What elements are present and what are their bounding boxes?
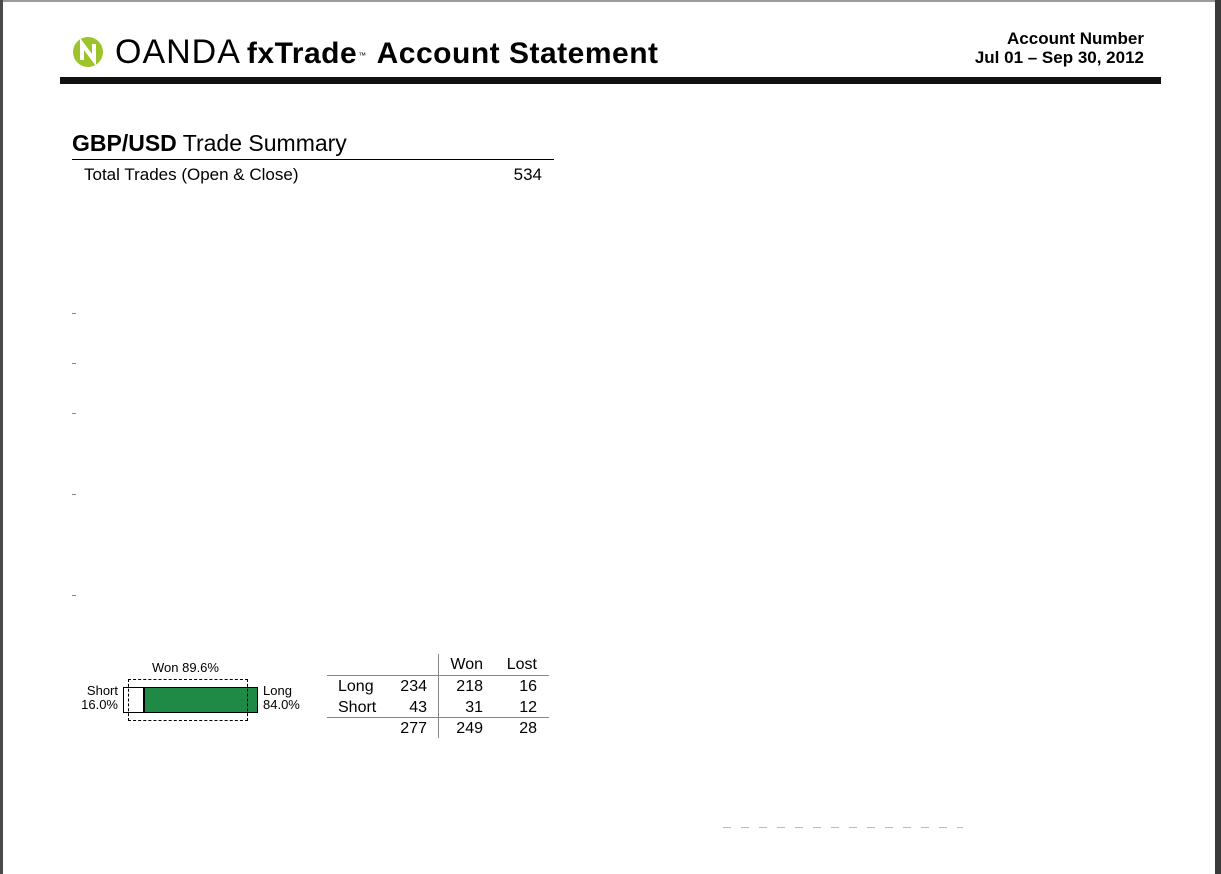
long-label xyxy=(263,684,300,712)
table-header-rule xyxy=(327,675,549,676)
axis-tick xyxy=(72,494,76,495)
table-row-lost: 16 xyxy=(519,678,537,695)
table-row-label: Long xyxy=(338,678,374,695)
won-percentage-label: Won 89.6% xyxy=(152,660,219,675)
window-top-border xyxy=(0,0,1221,2)
statement-period: Jul 01 – Sep 30, 2012 xyxy=(974,48,1144,67)
document-title: Account Statement xyxy=(376,37,659,70)
account-info xyxy=(975,29,1144,67)
table-row-total: 43 xyxy=(409,699,427,716)
won-share-outline xyxy=(128,679,248,721)
short-label xyxy=(80,684,118,712)
long-percentage: 84.0% xyxy=(263,697,300,712)
currency-pair: GBP/USD xyxy=(72,130,177,156)
oanda-n-icon xyxy=(72,36,104,68)
total-trades-label: Total Trades (Open & Close) xyxy=(84,165,299,184)
axis-tick xyxy=(72,595,76,596)
section-rule xyxy=(72,159,554,160)
table-row-won: 31 xyxy=(465,699,483,716)
section-title xyxy=(72,129,347,157)
short-percentage: 16.0% xyxy=(81,697,118,712)
table-header-won: Won xyxy=(450,656,483,673)
table-row-won: 218 xyxy=(456,678,483,695)
dashed-separator xyxy=(723,827,963,828)
axis-tick xyxy=(72,413,76,414)
table-total-won: 249 xyxy=(456,720,483,737)
total-trades-value: 534 xyxy=(513,165,542,184)
window-right-border xyxy=(1215,0,1221,874)
table-total-lost: 28 xyxy=(519,720,537,737)
table-divider-vertical xyxy=(438,654,439,738)
table-total-count: 277 xyxy=(400,720,427,737)
table-header-lost: Lost xyxy=(506,656,537,673)
axis-tick xyxy=(72,313,76,314)
trademark-mark: ™ xyxy=(358,51,367,60)
table-row-total: 234 xyxy=(400,678,427,695)
brand-title xyxy=(115,32,659,74)
header-rule xyxy=(60,77,1161,84)
axis-tick xyxy=(72,363,76,364)
table-row-lost: 12 xyxy=(519,699,537,716)
brand-name: OANDA xyxy=(115,33,241,71)
window-left-border xyxy=(0,0,3,874)
section-title-suffix: Trade Summary xyxy=(182,130,347,156)
short-label-text: Short xyxy=(86,683,118,698)
product-name: fxTrade xyxy=(246,37,358,70)
account-number-label: Account Number xyxy=(1007,29,1144,48)
table-row-label: Short xyxy=(338,699,377,716)
long-label-text: Long xyxy=(263,683,292,698)
